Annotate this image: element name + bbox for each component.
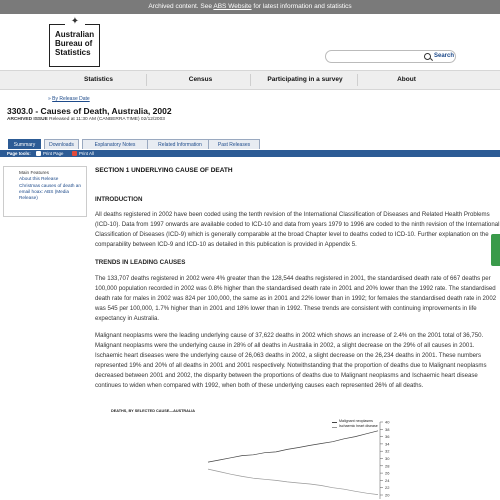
- legend-label-malignant: Malignant neoplasms: [339, 419, 373, 423]
- section-heading: SECTION 1 UNDERLYING CAUSE OF DEATH: [95, 167, 233, 174]
- logo-line-1: Australian: [55, 30, 95, 39]
- y-tick-label: 34: [385, 441, 390, 447]
- nav-divider: [146, 74, 147, 86]
- trends-paragraph-1: The 133,707 deaths registered in 2002 were 4% greater than the 128,544 deaths registered in 2001, the standardised death rate of 667 deaths per 100,000 population recorded in 2002 was 0.8% higher than the standardised death rate in 2001 and 20% lower than the 1992 rate. The standardised death rate for males in 2002 was 824 per 100,000, the same as in 2001 and 22% lower than in 1992; for females the standardised death rate in 2002 was 545 per 100,000, 1.7% higher than in 2001 and 18% lower than in 1992. These trends are consistent with continuing improvements in life expectancy in Australia.: [95, 275, 497, 322]
- y-tick-label: 36: [385, 434, 390, 440]
- archive-notice-text-post: for latest information and statistics: [251, 3, 352, 10]
- search-box: [325, 50, 456, 63]
- release-time: Released at 11:30 AM (CANBERRA TIME) 02/12/2003: [47, 117, 165, 122]
- logo-text: [55, 30, 99, 57]
- page-tools-bar: [0, 150, 500, 157]
- nav-participating[interactable]: Participating in a survey: [267, 76, 343, 83]
- sidebar: [3, 166, 87, 217]
- tab-downloads[interactable]: Downloads: [44, 139, 79, 149]
- sidebar-heading: Main Features: [19, 170, 49, 175]
- by-release-date-link[interactable]: By Release Date: [52, 96, 90, 102]
- nav-divider: [357, 74, 358, 86]
- y-tick-label: 20: [385, 492, 390, 498]
- tab-related-information[interactable]: Related Information: [147, 139, 213, 149]
- trends-heading: TRENDS IN LEADING CAUSES: [95, 259, 186, 266]
- search-button[interactable]: Search: [434, 53, 455, 59]
- y-tick-label: 30: [385, 456, 390, 461]
- y-tick-label: 38: [385, 426, 390, 432]
- y-tick-label: 32: [385, 448, 390, 454]
- legend-label-ischaemic: Ischaemic heart disease: [339, 424, 378, 428]
- print-all-icon[interactable]: [72, 151, 77, 156]
- page-title: 3303.0 - Causes of Death, Australia, 2002: [7, 106, 172, 116]
- y-tick-label: 28: [385, 463, 390, 469]
- release-info: [7, 117, 165, 122]
- breadcrumb-arrow: »: [48, 96, 53, 102]
- y-tick-label: 26: [385, 470, 390, 476]
- y-tick-label: 24: [385, 477, 390, 483]
- site-header: [0, 14, 500, 70]
- trends-paragraph-2: Malignant neoplasms were the leading underlying cause of 37,622 deaths in 2002 which shows an increase of 2.4% on the 2001 total of 36,750. Malignant neoplasms were the underlying cause in 28% of all deaths in Australia in 2002, a slight decrease on the 29% of all causes in 2001. Ischaemic heart diseases were the underlying cause of 26,063 deaths in 2002, a slight decrease on the 26,234 deaths in 2001. These numbers represented 19% and 20% of all deaths in 2001 and 2001 respectively. Notwithstanding that the proportion of deaths due to Malignant neoplasms decreased between 2001 and 2002, the disparity between the proportions of deaths due to Malignant neoplasms and Ischaemic heart disease continues to widen when compared with 1992, when both of these underlying causes each represented 26% of all deaths.: [95, 332, 487, 389]
- abs-website-link[interactable]: ABS Website: [213, 3, 252, 10]
- abs-logo[interactable]: [49, 16, 100, 67]
- archive-notice-text-pre: Archived content. See: [148, 3, 214, 10]
- introduction-paragraph: All deaths registered in 2002 have been coded using the tenth revision of the International Classification of Diseases and Related Health Problems (ICD-10). Data from 1997 onwards are available coded to ICD-10 and data from years 1979 to 1996 are coded to the ninth revision of the International Classification of Diseases (ICD-9) which is generally comparable at the broad Chapter level to deaths coded to ICD-10. Further explanation on the comparability between ICD-9 and ICD-10 as detailed in this publication is provided in Appendix 5.: [95, 211, 500, 248]
- tab-summary[interactable]: Summary: [8, 139, 41, 149]
- y-tick-label: 22: [385, 485, 390, 491]
- nav-statistics[interactable]: Statistics: [84, 76, 113, 83]
- series-line-ischaemic-heart-disease: [208, 469, 378, 495]
- feedback-tab[interactable]: [491, 234, 500, 266]
- y-tick-label: 40: [385, 419, 390, 425]
- series-line-malignant-neoplasms: [208, 431, 378, 462]
- print-page-link[interactable]: Print Page: [43, 151, 64, 156]
- deaths-line-chart: [200, 416, 400, 500]
- archived-issue-label: ARCHIVED ISSUE: [7, 117, 48, 122]
- print-icon[interactable]: [36, 151, 41, 156]
- main-nav: [0, 70, 500, 90]
- print-all-link[interactable]: Print All: [79, 151, 94, 156]
- page-tools-label: Page tools:: [7, 151, 31, 156]
- nav-census[interactable]: Census: [188, 76, 213, 83]
- introduction-heading: INTRODUCTION: [95, 196, 143, 203]
- tab-past-releases[interactable]: Past Releases: [208, 139, 260, 149]
- search-input[interactable]: [332, 52, 417, 61]
- logo-line-2: Bureau of: [55, 39, 93, 48]
- sidebar-item-media-release[interactable]: Christmas causes of death an email hoax: ABS (Media Release): [19, 182, 82, 201]
- coat-of-arms-icon: ✦: [65, 16, 85, 28]
- nav-about[interactable]: About: [397, 76, 416, 83]
- tab-explanatory-notes[interactable]: Explanatory Notes: [82, 139, 148, 149]
- breadcrumb: [48, 96, 90, 102]
- sidebar-item-about-release[interactable]: About this Release: [19, 176, 59, 182]
- archive-notice-bar: [0, 0, 500, 14]
- nav-divider: [250, 74, 251, 86]
- search-icon[interactable]: [424, 53, 431, 60]
- chart-title: DEATHS, BY SELECTED CAUSE—AUSTRALIA: [111, 409, 196, 413]
- logo-line-3: Statistics: [55, 48, 91, 57]
